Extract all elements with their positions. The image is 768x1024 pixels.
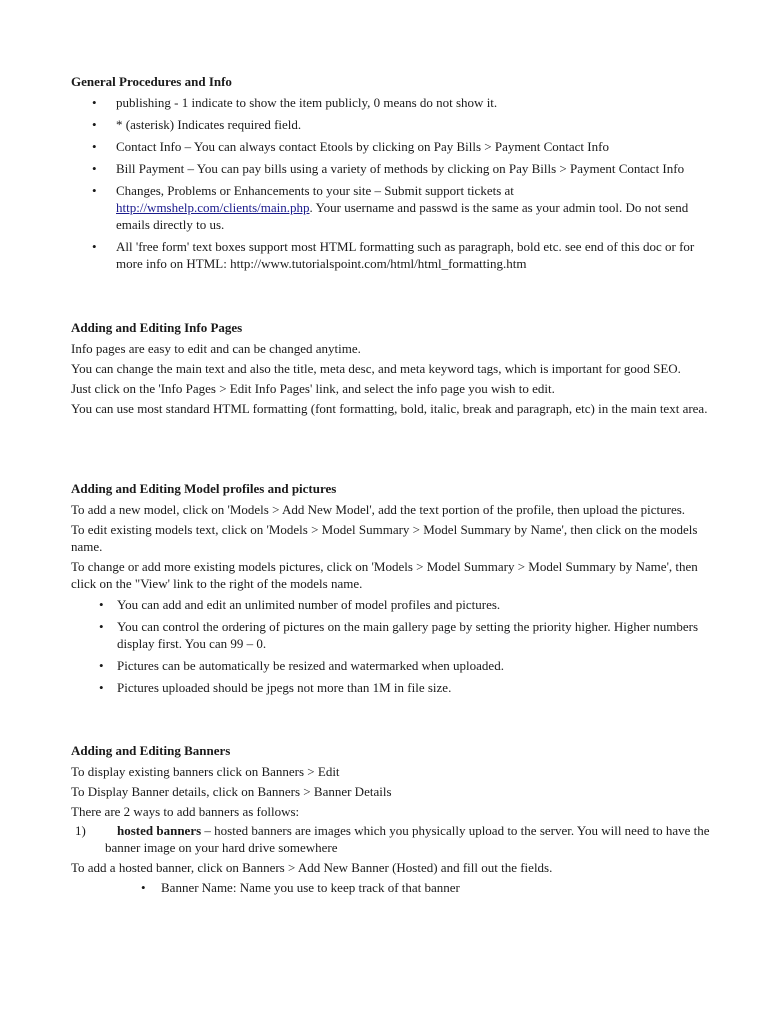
section-model-profiles [71,480,711,701]
section-banners [71,742,711,901]
list-item: • publishing - 1 indicate to show the item publicly, 0 means do not show it. [71,94,711,111]
numbered-item [71,822,711,856]
list-item: • Pictures can be automatically be resized and watermarked when uploaded. [71,657,711,674]
section-general-procedures [71,73,711,277]
paragraph: To edit existing models text, click on 'Models > Model Summary > Model Summary by Name', then click on the models name. [71,522,698,554]
paragraph: Info pages are easy to edit and can be changed anytime. [71,341,361,356]
list-item: • Banner Name: Name you use to keep track of that banner [71,879,711,896]
section-info-pages [71,319,711,420]
section-heading: Adding and Editing Info Pages [71,320,243,335]
section-heading: Adding and Editing Banners [71,743,231,758]
paragraph: There are 2 ways to add banners as follows: [71,804,300,819]
bullet-list [71,879,711,896]
paragraph: To add a hosted banner, click on Banners > Add New Banner (Hosted) and fill out the fields. [71,860,553,875]
item-text: – hosted banners are images which you physically upload to the server. You will need to have the banner image on your hard drive somewhere [105,823,710,855]
support-text-before: Changes, Problems or Enhancements to your site – Submit support tickets at [116,183,514,198]
list-item: • Contact Info – You can always contact Etools by clicking on Pay Bills > Payment Contact Info [71,138,711,155]
item-number: 1) [75,823,86,838]
bullet-list [71,94,711,272]
paragraph: To change or add more existing models pictures, click on 'Models > Model Summary > Model Summary by Name', then click on the "View' link to the right of the models name. [71,559,698,591]
list-item: • All 'free form' text boxes support most HTML formatting such as paragraph, bold etc. see end of this doc or for more info on HTML: http://www.tutorialspoint.com/html/html_formatting.htm [71,238,711,272]
paragraph: To Display Banner details, click on Banners > Banner Details [71,784,392,799]
list-item: • Bill Payment – You can pay bills using a variety of methods by clicking on Pay Bills > Payment Contact Info [71,160,711,177]
list-item: • * (asterisk) Indicates required field. [71,116,711,133]
support-link[interactable]: http://wmshelp.com/clients/main.php [116,200,310,215]
paragraph: You can use most standard HTML formatting (font formatting, bold, italic, break and paragraph, etc) in the main text area. [71,401,708,416]
bullet-list [71,596,711,696]
list-item-support [71,182,711,233]
paragraph: Just click on the 'Info Pages > Edit Info Pages' link, and select the info page you wish to edit. [71,381,555,396]
section-heading: General Procedures and Info [71,74,232,89]
item-bold-term: hosted banners [117,823,202,838]
paragraph: To add a new model, click on 'Models > Add New Model', add the text portion of the profile, then upload the pictures. [71,502,686,517]
paragraph: To display existing banners click on Banners > Edit [71,764,340,779]
list-item: • You can control the ordering of pictures on the main gallery page by setting the priority higher. Higher numbers display first. You can 99 – 0. [71,618,711,652]
paragraph: You can change the main text and also the title, meta desc, and meta keyword tags, which is important for good SEO. [71,361,681,376]
section-heading: Adding and Editing Model profiles and pictures [71,481,337,496]
support-text-after: . Your username and passwd is the same as your admin tool. Do not send emails directly to us. [116,200,689,232]
list-item: • Pictures uploaded should be jpegs not more than 1M in file size. [71,679,711,696]
list-item: • You can add and edit an unlimited number of model profiles and pictures. [71,596,711,613]
